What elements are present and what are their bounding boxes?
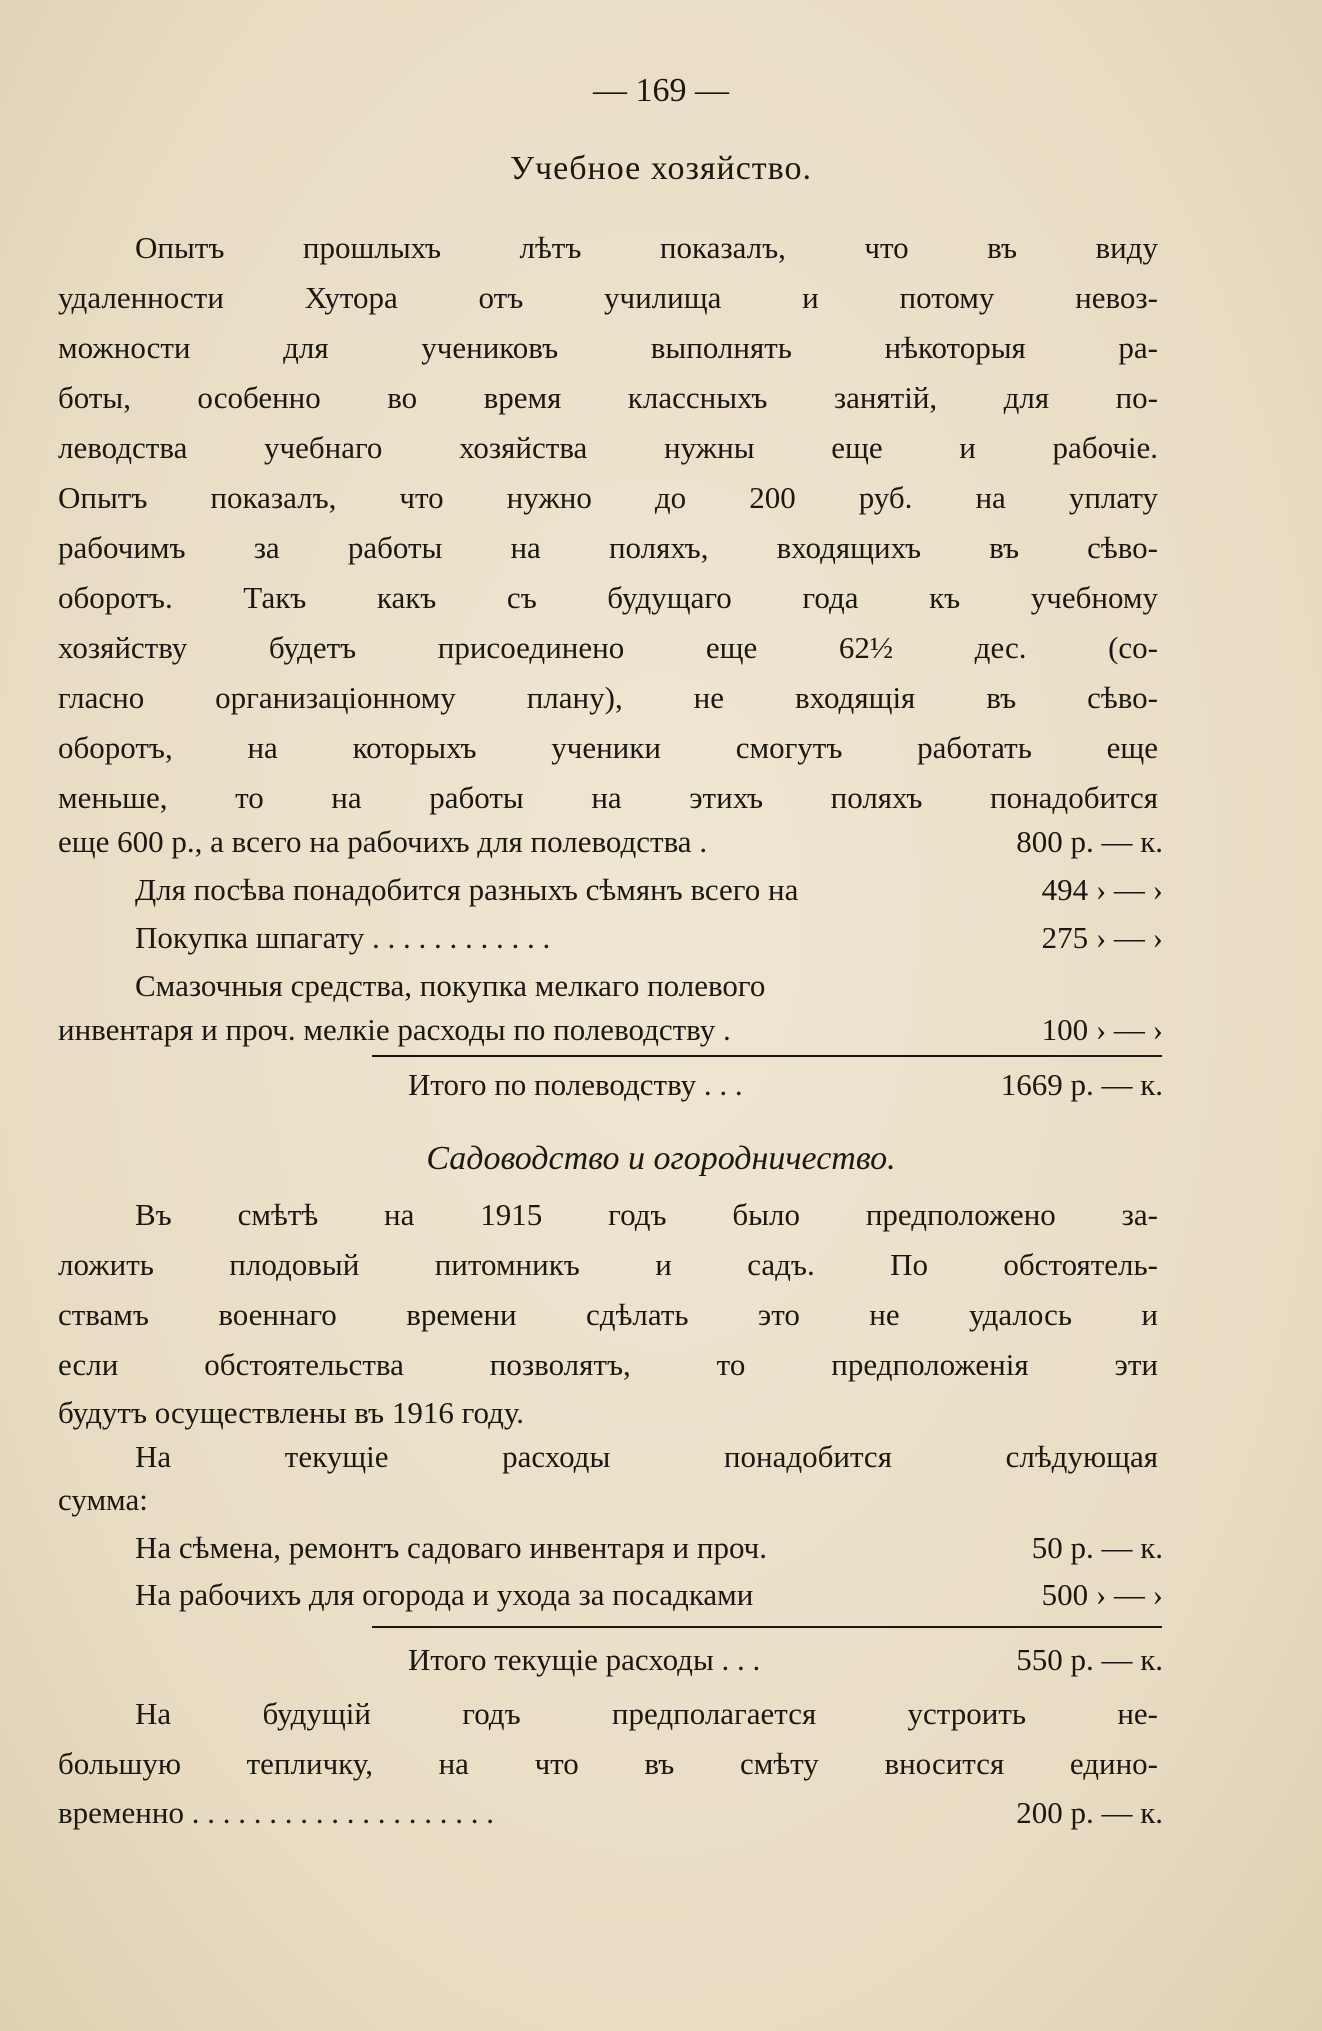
paragraph-line: большую тепличку, на что въ смѣту вносится едино- <box>58 1746 1158 1781</box>
total-amount: 550 р. — к. <box>1016 1642 1163 1677</box>
total-amount: 1669 р. — к. <box>1000 1067 1163 1102</box>
paragraph-line: будутъ осуществлены въ 1916 году. <box>58 1395 525 1430</box>
budget-amount: 494 › — › <box>1041 872 1163 907</box>
total-row <box>58 1640 1163 1680</box>
budget-row <box>58 1575 1163 1615</box>
paragraph-line: ствамъ военнаго времени сдѣлать это не удалось и <box>58 1297 1158 1332</box>
budget-label: На сѣмена, ремонтъ садоваго инвентаря и проч. <box>135 1530 768 1565</box>
total-rule <box>372 1055 1162 1057</box>
paragraph-line: На текущіе расходы понадобится слѣдующая <box>135 1439 1158 1474</box>
total-label: Итого текущіе расходы . . . <box>408 1642 761 1677</box>
budget-label: Для посѣва понадобится разныхъ сѣмянъ всего на <box>135 872 799 907</box>
section-heading: Учебное хозяйство. <box>509 150 812 187</box>
budget-label: Смазочныя средства, покупка мелкаго полевого <box>135 968 766 1003</box>
paragraph-line: Въ смѣтѣ на 1915 годъ было предположено за- <box>135 1197 1158 1232</box>
budget-amount: 50 р. — к. <box>1031 1530 1163 1565</box>
total-rule <box>372 1626 1162 1628</box>
budget-amount: 500 › — › <box>1041 1577 1163 1612</box>
paragraph-line: хозяйству будетъ присоединено еще 62½ дес. (со- <box>58 630 1158 665</box>
page-number: — 169 — <box>593 72 729 109</box>
section-subheading: Садоводство и огородничество. <box>426 1140 896 1177</box>
budget-row <box>58 822 1163 862</box>
paragraph-line: если обстоятельства позволятъ, то предположенія эти <box>58 1347 1158 1382</box>
budget-label: На рабочихъ для огорода и ухода за посадками <box>135 1577 754 1612</box>
paragraph-line: леводства учебнаго хозяйства нужны еще и рабочіе. <box>58 430 1158 465</box>
budget-label: временно . . . . . . . . . . . . . . . . . . . . <box>58 1795 494 1830</box>
paragraph-line: гласно организаціонному плану), не входящія въ сѣво- <box>58 680 1158 715</box>
budget-label: еще 600 р., а всего на рабочихъ для полеводства . <box>58 824 708 859</box>
paragraph-line: меньше, то на работы на этихъ поляхъ понадобится <box>58 780 1158 815</box>
budget-amount: 200 р. — к. <box>1016 1795 1163 1830</box>
budget-row <box>58 1010 1163 1050</box>
paragraph-line: На будущій годъ предполагается устроить не- <box>135 1696 1158 1731</box>
budget-row <box>58 966 1163 1006</box>
budget-amount: 275 › — › <box>1041 920 1163 955</box>
paragraph-line: рабочимъ за работы на поляхъ, входящихъ въ сѣво- <box>58 530 1158 565</box>
budget-amount: 100 › — › <box>1041 1012 1163 1047</box>
paragraph-line: оборотъ. Такъ какъ съ будущаго года къ учебному <box>58 580 1158 615</box>
budget-row <box>58 1793 1163 1833</box>
total-row <box>58 1065 1163 1105</box>
paragraph-line: сумма: <box>58 1482 148 1517</box>
paragraph-line: Опытъ показалъ, что нужно до 200 руб. на уплату <box>58 480 1158 515</box>
paragraph-line: Опытъ прошлыхъ лѣтъ показалъ, что въ виду <box>135 230 1158 265</box>
budget-row <box>58 870 1163 910</box>
paragraph-line: ложить плодовый питомникъ и садъ. По обстоятель- <box>58 1247 1158 1282</box>
budget-label: инвентаря и проч. мелкіе расходы по полеводству . <box>58 1012 731 1047</box>
budget-row <box>58 1528 1163 1568</box>
paragraph-line: оборотъ, на которыхъ ученики смогутъ работать еще <box>58 730 1158 765</box>
paragraph-line: можности для учениковъ выполнять нѣкоторыя ра- <box>58 330 1158 365</box>
paragraph-line: боты, особенно во время классныхъ занятій, для по- <box>58 380 1158 415</box>
budget-row <box>58 918 1163 958</box>
budget-label: Покупка шпагату . . . . . . . . . . . . <box>135 920 551 955</box>
total-label: Итого по полеводству . . . <box>408 1067 743 1102</box>
budget-amount: 800 р. — к. <box>1016 824 1163 859</box>
paragraph-line: удаленности Хутора отъ училища и потому невоз- <box>58 280 1158 315</box>
